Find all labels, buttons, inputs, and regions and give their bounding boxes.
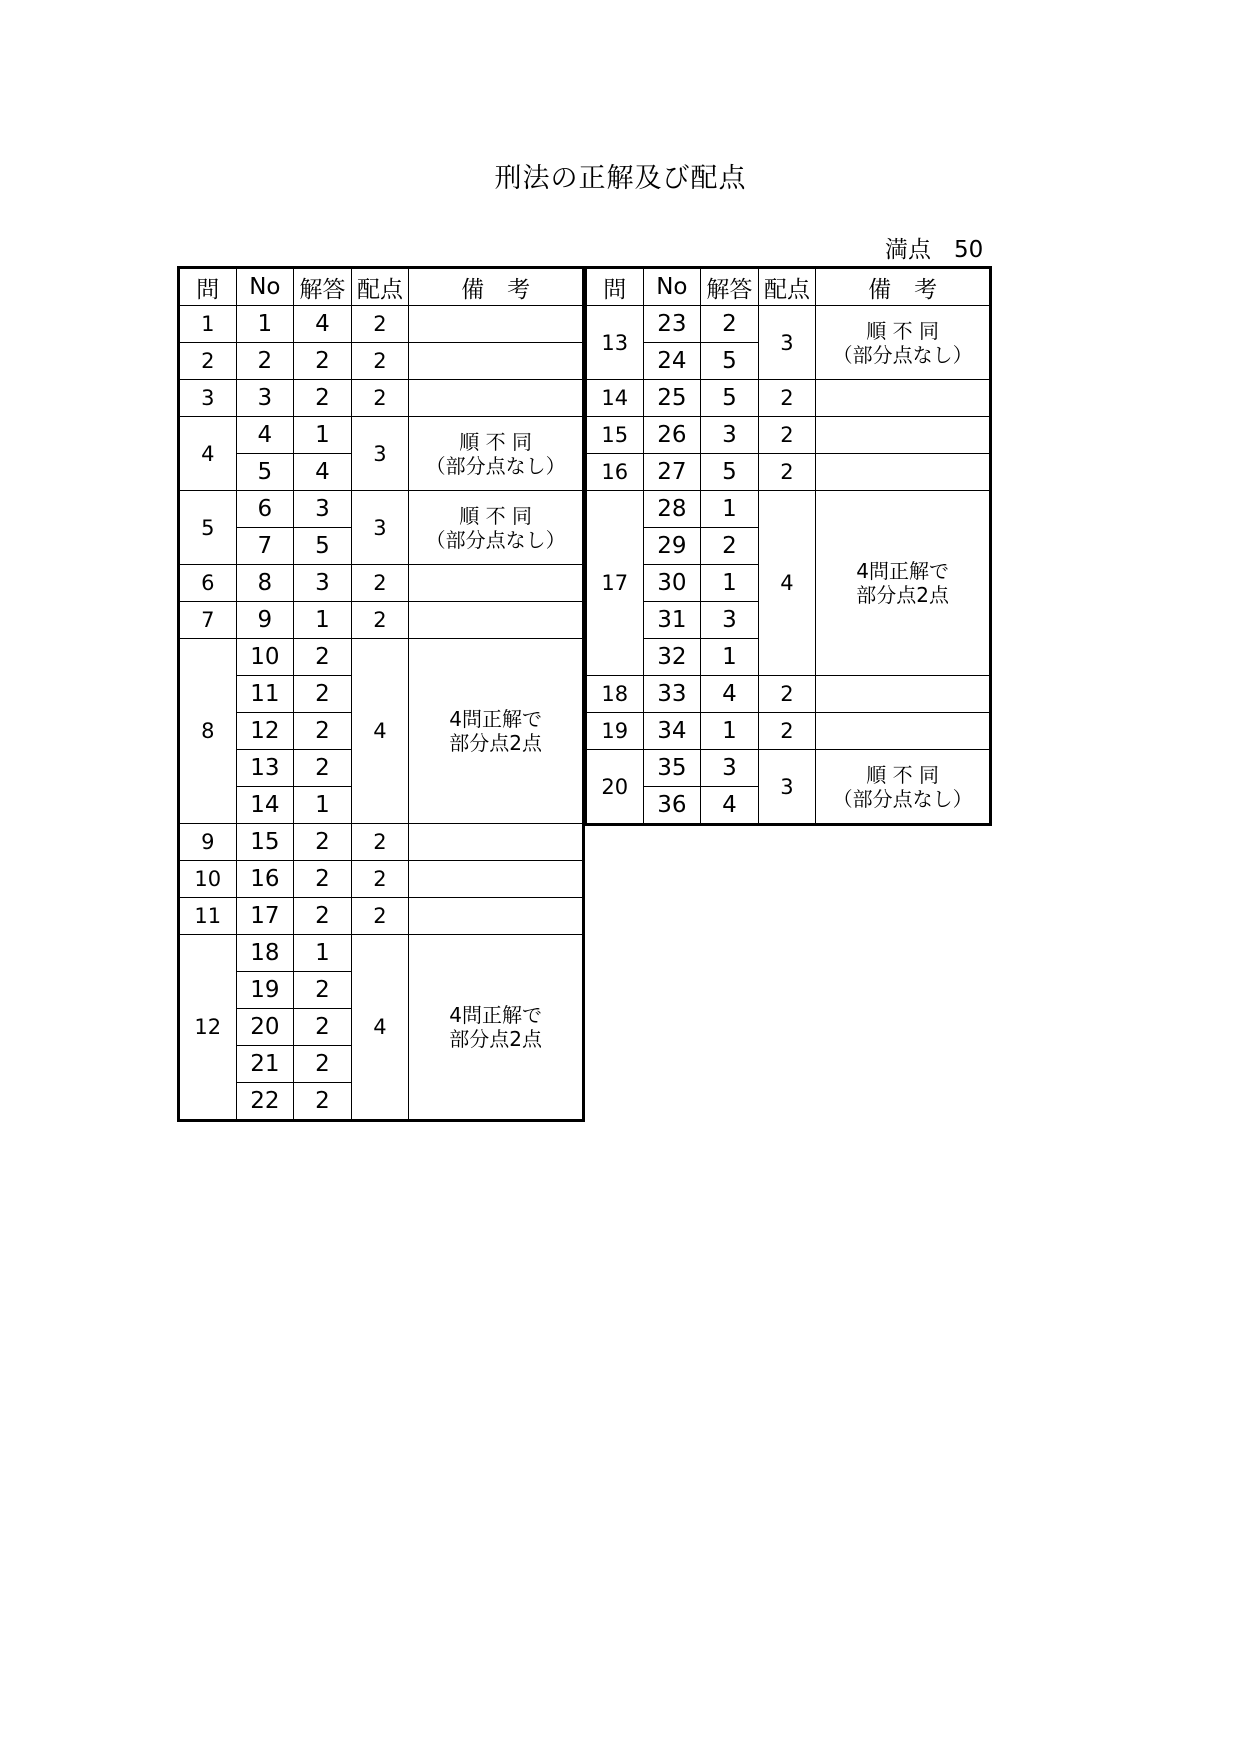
question-number: 19 — [586, 713, 644, 750]
correct-answer: 3 — [701, 602, 759, 639]
points-value: 3 — [758, 750, 816, 825]
correct-answer: 1 — [294, 935, 352, 972]
answer-no: 21 — [236, 1046, 294, 1083]
note-text: 4問正解で 部分点2点 — [449, 1003, 542, 1051]
answer-no: 24 — [643, 343, 701, 380]
question-number: 15 — [586, 417, 644, 454]
points-value: 2 — [351, 565, 409, 602]
header-row — [586, 268, 991, 306]
full-score-label: 満点 50 — [885, 237, 984, 263]
note-cell — [409, 824, 584, 861]
question-number: 13 — [586, 306, 644, 380]
note-text: 順 不 同 （部分点なし） — [425, 429, 566, 478]
answer-no: 11 — [236, 676, 294, 713]
table-row — [586, 380, 991, 417]
answer-no: 2 — [236, 343, 294, 380]
note-cell — [409, 935, 584, 1121]
note-cell — [816, 306, 991, 380]
points-value: 2 — [351, 343, 409, 380]
answer-no: 9 — [236, 602, 294, 639]
answer-no: 10 — [236, 639, 294, 676]
points-value: 4 — [351, 935, 409, 1121]
note-cell — [816, 491, 991, 676]
correct-answer: 1 — [701, 491, 759, 528]
answer-table-left — [177, 266, 585, 1122]
table-row — [586, 306, 991, 343]
question-number: 18 — [586, 676, 644, 713]
correct-answer: 2 — [294, 1009, 352, 1046]
answer-no: 31 — [643, 602, 701, 639]
answer-no: 17 — [236, 898, 294, 935]
question-number: 4 — [179, 417, 237, 491]
table-row — [179, 639, 584, 676]
points-value: 2 — [351, 602, 409, 639]
question-number: 12 — [179, 935, 237, 1121]
note-cell — [816, 454, 991, 491]
answer-no: 16 — [236, 861, 294, 898]
answer-no: 22 — [236, 1083, 294, 1121]
note-cell — [816, 713, 991, 750]
note-cell — [409, 602, 584, 639]
correct-answer: 4 — [701, 787, 759, 825]
correct-answer: 2 — [294, 639, 352, 676]
note-text: 4問正解で 部分点2点 — [449, 707, 542, 755]
table-row — [586, 454, 991, 491]
correct-answer: 3 — [701, 417, 759, 454]
header-answer: 解答 — [294, 268, 352, 306]
correct-answer: 5 — [701, 343, 759, 380]
question-number: 9 — [179, 824, 237, 861]
correct-answer: 2 — [294, 898, 352, 935]
table-row — [179, 898, 584, 935]
correct-answer: 1 — [701, 713, 759, 750]
question-number: 10 — [179, 861, 237, 898]
note-cell — [409, 417, 584, 491]
header-question: 問 — [586, 268, 644, 306]
points-value: 2 — [758, 380, 816, 417]
question-number: 17 — [586, 491, 644, 676]
answer-no: 4 — [236, 417, 294, 454]
header-note: 備 考 — [409, 268, 584, 306]
note-text: 順 不 同 （部分点なし） — [832, 318, 973, 367]
answer-no: 20 — [236, 1009, 294, 1046]
correct-answer: 2 — [294, 380, 352, 417]
question-number: 2 — [179, 343, 237, 380]
question-number: 16 — [586, 454, 644, 491]
correct-answer: 2 — [294, 1083, 352, 1121]
header-no: No — [643, 268, 701, 306]
correct-answer: 5 — [294, 528, 352, 565]
note-cell — [409, 491, 584, 565]
table-row — [586, 750, 991, 787]
answer-no: 26 — [643, 417, 701, 454]
correct-answer: 3 — [294, 565, 352, 602]
table-row — [586, 417, 991, 454]
points-value: 2 — [758, 676, 816, 713]
correct-answer: 2 — [294, 972, 352, 1009]
correct-answer: 3 — [701, 750, 759, 787]
table-row — [586, 713, 991, 750]
correct-answer: 4 — [294, 306, 352, 343]
table-row — [586, 676, 991, 713]
points-value: 2 — [351, 861, 409, 898]
note-cell — [409, 639, 584, 824]
correct-answer: 2 — [294, 861, 352, 898]
note-cell — [409, 861, 584, 898]
note-text: 4問正解で 部分点2点 — [856, 559, 949, 607]
table-row — [179, 824, 584, 861]
answer-no: 32 — [643, 639, 701, 676]
question-number: 5 — [179, 491, 237, 565]
question-number: 20 — [586, 750, 644, 825]
correct-answer: 4 — [701, 676, 759, 713]
correct-answer: 3 — [294, 491, 352, 528]
question-number: 6 — [179, 565, 237, 602]
header-note: 備 考 — [816, 268, 991, 306]
answer-no: 3 — [236, 380, 294, 417]
answer-no: 7 — [236, 528, 294, 565]
note-text: 順 不 同 （部分点なし） — [425, 503, 566, 552]
answer-no: 36 — [643, 787, 701, 825]
correct-answer: 2 — [701, 306, 759, 343]
points-value: 3 — [758, 306, 816, 380]
note-cell — [816, 380, 991, 417]
table-row — [586, 491, 991, 528]
note-cell — [409, 343, 584, 380]
correct-answer: 1 — [294, 417, 352, 454]
correct-answer: 2 — [294, 713, 352, 750]
answer-no: 6 — [236, 491, 294, 528]
header-answer: 解答 — [701, 268, 759, 306]
answer-no: 30 — [643, 565, 701, 602]
table-row — [179, 343, 584, 380]
correct-answer: 1 — [294, 602, 352, 639]
answer-no: 23 — [643, 306, 701, 343]
header-row — [179, 268, 584, 306]
points-value: 2 — [758, 417, 816, 454]
points-value: 2 — [351, 306, 409, 343]
points-value: 2 — [351, 824, 409, 861]
question-number: 3 — [179, 380, 237, 417]
points-value: 4 — [758, 491, 816, 676]
correct-answer: 1 — [701, 639, 759, 676]
note-cell — [816, 417, 991, 454]
table-row — [179, 602, 584, 639]
note-cell — [409, 898, 584, 935]
note-cell — [409, 380, 584, 417]
answer-no: 1 — [236, 306, 294, 343]
note-cell — [816, 750, 991, 825]
correct-answer: 2 — [294, 750, 352, 787]
header-points: 配点 — [351, 268, 409, 306]
question-number: 7 — [179, 602, 237, 639]
answer-no: 13 — [236, 750, 294, 787]
note-cell — [409, 306, 584, 343]
note-cell — [816, 676, 991, 713]
answer-no: 34 — [643, 713, 701, 750]
header-no: No — [236, 268, 294, 306]
answer-no: 12 — [236, 713, 294, 750]
question-number: 1 — [179, 306, 237, 343]
correct-answer: 1 — [701, 565, 759, 602]
points-value: 2 — [351, 898, 409, 935]
table-row — [179, 861, 584, 898]
page-title: 刑法の正解及び配点 — [494, 163, 747, 194]
answer-no: 29 — [643, 528, 701, 565]
answer-no: 27 — [643, 454, 701, 491]
correct-answer: 5 — [701, 454, 759, 491]
correct-answer: 2 — [294, 1046, 352, 1083]
correct-answer: 4 — [294, 454, 352, 491]
points-value: 3 — [351, 491, 409, 565]
note-text: 順 不 同 （部分点なし） — [832, 762, 973, 811]
answer-no: 19 — [236, 972, 294, 1009]
correct-answer: 2 — [701, 528, 759, 565]
answer-no: 14 — [236, 787, 294, 824]
points-value: 3 — [351, 417, 409, 491]
table-row — [179, 306, 584, 343]
table-row — [179, 491, 584, 528]
question-number: 8 — [179, 639, 237, 824]
correct-answer: 1 — [294, 787, 352, 824]
points-value: 2 — [758, 713, 816, 750]
header-question: 問 — [179, 268, 237, 306]
table-row — [179, 565, 584, 602]
correct-answer: 2 — [294, 824, 352, 861]
header-points: 配点 — [758, 268, 816, 306]
points-value: 2 — [351, 380, 409, 417]
answer-no: 35 — [643, 750, 701, 787]
table-row — [179, 935, 584, 972]
correct-answer: 2 — [294, 343, 352, 380]
table-body-left — [179, 306, 584, 1121]
answer-no: 8 — [236, 565, 294, 602]
answer-no: 28 — [643, 491, 701, 528]
answer-no: 5 — [236, 454, 294, 491]
answer-no: 18 — [236, 935, 294, 972]
question-number: 14 — [586, 380, 644, 417]
table-body-right — [586, 306, 991, 825]
answer-table-right — [584, 266, 992, 826]
answer-no: 33 — [643, 676, 701, 713]
answer-no: 15 — [236, 824, 294, 861]
question-number: 11 — [179, 898, 237, 935]
points-value: 2 — [758, 454, 816, 491]
answer-no: 25 — [643, 380, 701, 417]
correct-answer: 2 — [294, 676, 352, 713]
correct-answer: 5 — [701, 380, 759, 417]
table-row — [179, 417, 584, 454]
points-value: 4 — [351, 639, 409, 824]
table-row — [179, 380, 584, 417]
note-cell — [409, 565, 584, 602]
